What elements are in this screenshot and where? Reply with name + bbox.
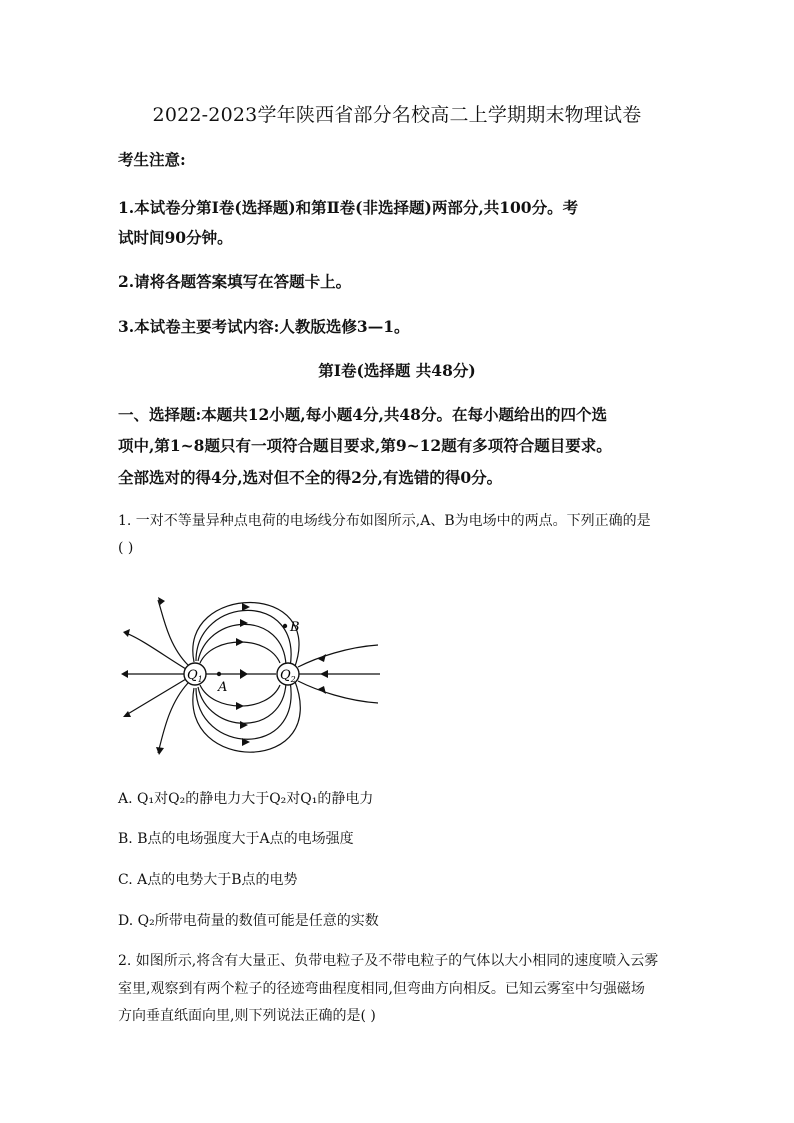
arrowhead: [121, 670, 128, 678]
exam-title: 2022-2023学年陕西省部分名校高二上学期期末物理试卷: [152, 104, 642, 126]
point-a: [217, 672, 221, 676]
q2-stem-line-3: 方向垂直纸面向里,则下列说法正确的是( ): [118, 1008, 376, 1024]
field-line-in-3: [298, 681, 378, 703]
q1-option-d: D. Q₂所带电荷量的数值可能是任意的实数: [118, 913, 379, 929]
q1-option-b: B. B点的电场强度大于A点的电场强度: [118, 831, 354, 847]
arrowhead: [320, 670, 328, 678]
arrowhead: [156, 747, 164, 755]
point-a-label: A: [218, 680, 228, 695]
arrowhead: [236, 638, 244, 646]
point-b: [283, 624, 287, 628]
notice-item-1-line-1: 1.本试卷分第Ⅰ卷(选择题)和第Ⅱ卷(非选择题)两部分,共100分。考: [118, 198, 579, 217]
point-b-label: B: [290, 620, 300, 635]
arrowhead: [240, 619, 248, 627]
q1-option-a: A. Q₁对Q₂的静电力大于Q₂对Q₁的静电力: [118, 791, 374, 807]
q1-label: $Q_1$: [187, 668, 203, 684]
section-instruction-line-1: 一、选择题:本题共12小题,每小题4分,共48分。在每小题给出的四个选: [118, 405, 607, 424]
notice-heading: 考生注意:: [118, 150, 186, 169]
field-line-upper-2: [198, 624, 286, 665]
section-instruction-line-2: 项中,第1~8题只有一项符合题目要求,第9~12题有多项符合题目要求。: [118, 436, 612, 455]
q2-label: $Q_2$: [280, 668, 296, 684]
field-line-upper-1: [200, 642, 280, 663]
notice-item-1-line-2: 试时间90分钟。: [118, 228, 233, 247]
field-line-in-1: [298, 645, 378, 667]
electric-field-figure: [118, 585, 388, 775]
q1-stem-line-1: 1. 一对不等量异种点电荷的电场线分布如图所示,A、B为电场中的两点。下列正确的是: [118, 513, 651, 529]
arrowhead: [236, 702, 244, 710]
field-line-lower-1: [200, 685, 280, 706]
notice-item-3: 3.本试卷主要考试内容:人教版选修3—1。: [118, 317, 410, 336]
field-line-out-1: [158, 600, 188, 665]
q2-stem-line-2: 室里,观察到有两个粒子的径迹弯曲程度相同,但弯曲方向相反。已知云雾室中匀强磁场: [118, 981, 645, 997]
section-instruction-line-3: 全部选对的得4分,选对但不全的得2分,有选错的得0分。: [118, 468, 503, 487]
notice-item-2: 2.请将各题答案填写在答题卡上。: [118, 272, 352, 291]
q2-stem-line-1: 2. 如图所示,将含有大量正、负带电粒子及不带电粒子的气体以大小相同的速度喷入云雾: [118, 953, 659, 969]
section-heading: 第Ⅰ卷(选择题 共48分): [318, 361, 476, 380]
arrowhead: [240, 669, 248, 679]
q1-option-c: C. A点的电势大于B点的电势: [118, 872, 298, 888]
field-line-lower-2: [198, 683, 286, 723]
arrowhead: [123, 711, 131, 717]
arrowhead: [123, 629, 130, 637]
arrowhead: [240, 721, 248, 729]
q1-stem-line-2: ( ): [118, 540, 134, 556]
field-line-upper-4: [193, 602, 299, 669]
